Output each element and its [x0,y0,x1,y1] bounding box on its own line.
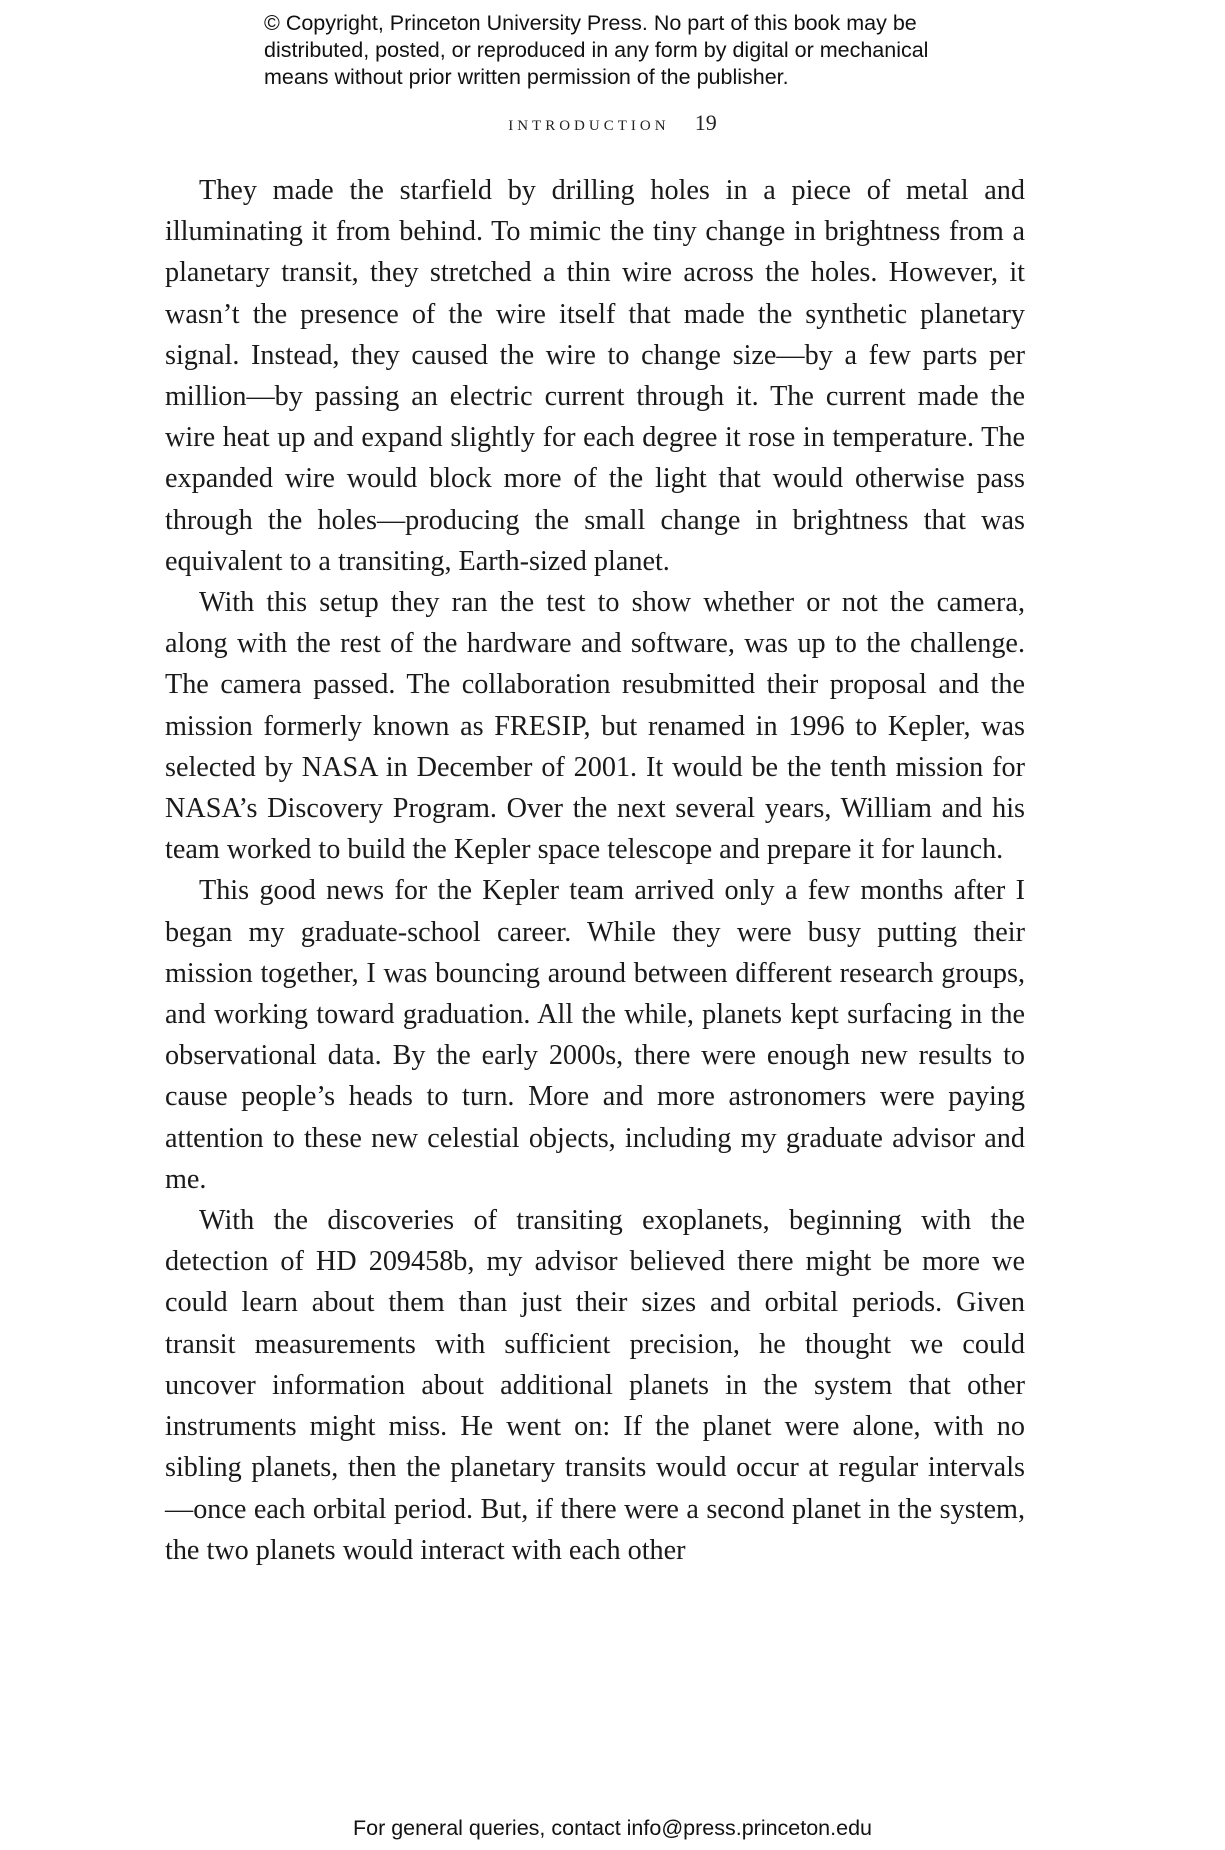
paragraph: They made the starfield by drilling holes in a piece of metal and illuminating it from behind. To mimic the tiny change in brightness from a planetary transit, they stretched a thin wire across the holes. However, it wasn’t the presence of the wire itself that made the synthetic planetary signal. Instead, they caused the wire to change size—by a few parts per million—by passing an electric current through it. The current made the wire heat up and expand slightly for each degree it rose in temperature. The expanded wire would block more of the light that would otherwise pass through the holes—producing the small change in brightness that was equivalent to a transiting, Earth-sized planet. [165,175,1025,577]
paragraph: With the discoveries of transiting exoplanets, beginning with the detection of HD 209458b, my advisor believed there might be more we could learn about them than just their sizes and orbital periods. Given transit measurements with sufficient precision, he thought we could uncover information about additional planets in the system that other instruments might miss. He went on: If the planet were alone, with no sibling planets, then the planetary transits would occur at regular intervals—once each orbital period. But, if there were a second planet in the system, the two planets would interact with each other [165,1205,1025,1566]
running-head [0,110,1225,136]
paragraph: This good news for the Kepler team arrived only a few months after I began my graduate-school career. While they were busy putting their mission together, I was bouncing around between different research groups, and working toward graduation. All the while, planets kept surfacing in the observational data. By the early 2000s, there were enough new results to cause people’s heads to turn. More and more astronomers were paying attention to these new celestial objects, including my graduate advisor and me. [165,875,1025,1195]
body-text [165,170,1025,1571]
copyright-line: means without prior written permission of the publisher. [264,65,789,89]
page-number: 19 [694,110,717,135]
section-title: introduction [508,110,670,135]
paragraph: With this setup they ran the test to show whether or not the camera, along with the rest of the hardware and software, was up to the challenge. The camera passed. The collaboration resubmitted their proposal and the mission formerly known as FRESIP, but renamed in 1996 to Kepler, was selected by NASA in December of 2001. It would be the tenth mission for NASA’s Discovery Program. Over the next several years, William and his team worked to build the Kepler space telescope and prepare it for launch. [165,587,1025,866]
copyright-notice [264,10,984,91]
copyright-line: © Copyright, Princeton University Press. No part of this book may be [264,11,917,35]
copyright-line: distributed, posted, or reproduced in any form by digital or mechanical [264,38,929,62]
footer-contact: For general queries, contact info@press.princeton.edu [352,1816,872,1840]
